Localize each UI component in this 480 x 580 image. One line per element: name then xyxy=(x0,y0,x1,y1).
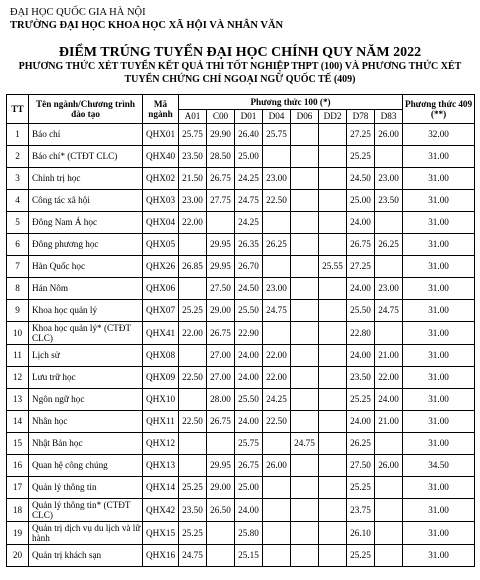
table-row xyxy=(7,256,475,278)
score-cell xyxy=(179,345,207,367)
score-cell: 23.00 xyxy=(179,190,207,212)
score-cell: 22.00 xyxy=(263,367,291,389)
table-row xyxy=(7,389,475,411)
score-cell: 27.00 xyxy=(207,345,235,367)
score-cell xyxy=(291,345,319,367)
org-name-line2: TRƯỜNG ĐẠI HỌC KHOA HỌC XÃ HỘI VÀ NHÂN VĂN xyxy=(10,20,284,31)
header-method-100: Phương thức 100 (*) xyxy=(179,95,403,110)
method-409-score: 31.00 xyxy=(403,389,475,411)
score-cell xyxy=(263,433,291,455)
program-code: QHX08 xyxy=(143,345,179,367)
score-cell: 23.75 xyxy=(347,499,375,522)
score-cell: 26.40 xyxy=(235,124,263,146)
program-name: Báo chí xyxy=(29,124,143,146)
header-subject-combo: D04 xyxy=(263,110,291,124)
score-cell: 21.00 xyxy=(375,411,403,433)
row-number: 20 xyxy=(7,545,29,567)
row-number: 7 xyxy=(7,256,29,278)
score-cell xyxy=(291,124,319,146)
score-cell: 21.00 xyxy=(375,345,403,367)
score-cell: 23.50 xyxy=(375,190,403,212)
row-number: 8 xyxy=(7,278,29,300)
score-cell: 25.00 xyxy=(235,146,263,168)
row-number: 9 xyxy=(7,300,29,322)
score-cell: 29.95 xyxy=(207,455,235,477)
method-409-score: 31.00 xyxy=(403,345,475,367)
score-cell xyxy=(291,300,319,322)
table-row xyxy=(7,411,475,433)
score-cell: 26.10 xyxy=(347,522,375,545)
score-cell: 26.75 xyxy=(347,234,375,256)
score-cell xyxy=(291,367,319,389)
program-name: Lưu trữ học xyxy=(29,367,143,389)
score-cell xyxy=(319,433,347,455)
method-409-score: 31.00 xyxy=(403,300,475,322)
score-cell: 28.50 xyxy=(207,146,235,168)
program-code: QHX26 xyxy=(143,256,179,278)
method-409-score: 31.00 xyxy=(403,234,475,256)
program-code: QHX05 xyxy=(143,234,179,256)
score-cell: 26.75 xyxy=(207,322,235,345)
score-cell xyxy=(319,455,347,477)
score-cell xyxy=(263,322,291,345)
admission-score-table xyxy=(6,94,475,567)
score-cell: 27.25 xyxy=(347,124,375,146)
table-row xyxy=(7,234,475,256)
method-409-score: 31.00 xyxy=(403,278,475,300)
score-cell: 24.75 xyxy=(263,300,291,322)
method-409-score: 34.50 xyxy=(403,455,475,477)
row-number: 4 xyxy=(7,190,29,212)
score-cell: 24.25 xyxy=(235,168,263,190)
score-cell xyxy=(375,499,403,522)
header-method-409: Phương thức 409 (**) xyxy=(403,95,475,124)
score-cell: 26.25 xyxy=(347,433,375,455)
score-cell: 27.75 xyxy=(207,190,235,212)
score-cell: 28.00 xyxy=(207,389,235,411)
score-cell: 24.00 xyxy=(347,411,375,433)
score-cell xyxy=(319,499,347,522)
score-cell: 23.00 xyxy=(375,278,403,300)
program-name: Quản trị dịch vụ du lịch và lữ hành xyxy=(29,522,143,545)
program-code: QHX13 xyxy=(143,455,179,477)
method-409-score: 31.00 xyxy=(403,168,475,190)
score-cell: 24.50 xyxy=(347,168,375,190)
program-name: Quản lý thông tin* (CTĐT CLC) xyxy=(29,499,143,522)
program-code: QHX12 xyxy=(143,433,179,455)
score-cell: 22.50 xyxy=(179,367,207,389)
score-cell xyxy=(319,146,347,168)
score-cell: 25.50 xyxy=(347,300,375,322)
program-name: Quản lý thông tin xyxy=(29,477,143,499)
program-name: Hán Nôm xyxy=(29,278,143,300)
score-cell xyxy=(375,477,403,499)
score-cell: 26.75 xyxy=(235,455,263,477)
org-name-line1: ĐẠI HỌC QUỐC GIA HÀ NỘI xyxy=(10,7,146,18)
score-cell xyxy=(291,389,319,411)
row-number: 1 xyxy=(7,124,29,146)
score-cell: 27.50 xyxy=(347,455,375,477)
score-cell xyxy=(319,300,347,322)
row-number: 3 xyxy=(7,168,29,190)
header-subject-combo: C00 xyxy=(207,110,235,124)
score-cell xyxy=(179,234,207,256)
score-cell: 24.00 xyxy=(347,345,375,367)
score-cell: 29.90 xyxy=(207,124,235,146)
score-cell: 24.00 xyxy=(375,389,403,411)
score-cell xyxy=(291,146,319,168)
score-cell: 22.80 xyxy=(347,322,375,345)
program-name: Nhật Bản học xyxy=(29,433,143,455)
method-409-score: 31.00 xyxy=(403,322,475,345)
program-code: QHX03 xyxy=(143,190,179,212)
score-cell: 25.50 xyxy=(235,300,263,322)
program-code: QHX16 xyxy=(143,545,179,567)
score-cell xyxy=(291,168,319,190)
method-409-score: 31.00 xyxy=(403,190,475,212)
score-cell: 24.75 xyxy=(291,433,319,455)
score-cell xyxy=(207,522,235,545)
score-cell xyxy=(291,545,319,567)
score-cell: 23.00 xyxy=(375,168,403,190)
score-cell xyxy=(375,256,403,278)
score-cell: 26.35 xyxy=(235,234,263,256)
score-cell: 24.00 xyxy=(235,411,263,433)
row-number: 11 xyxy=(7,345,29,367)
method-409-score: 31.00 xyxy=(403,146,475,168)
score-cell: 29.95 xyxy=(207,256,235,278)
score-cell: 26.00 xyxy=(375,455,403,477)
score-cell: 24.75 xyxy=(179,545,207,567)
table-row xyxy=(7,499,475,522)
header-subject-combo: D01 xyxy=(235,110,263,124)
document-subtitle: PHƯƠNG THỨC XÉT TUYỂN KẾT QUẢ THI TỐT NGHIỆP THPT (100) VÀ PHƯƠNG THỨC XÉT TUYỂN CHỨNG CHỈ NGOẠI NGỮ QUỐC TẾ (409) xyxy=(18,61,462,85)
score-cell: 25.15 xyxy=(235,545,263,567)
score-cell: 22.50 xyxy=(263,190,291,212)
score-cell: 24.00 xyxy=(235,367,263,389)
score-cell: 23.50 xyxy=(347,367,375,389)
method-409-score: 32.00 xyxy=(403,124,475,146)
score-cell xyxy=(179,278,207,300)
score-cell xyxy=(319,477,347,499)
score-cell: 22.90 xyxy=(235,322,263,345)
score-cell: 26.70 xyxy=(235,256,263,278)
score-cell xyxy=(319,411,347,433)
program-code: QHX10 xyxy=(143,389,179,411)
row-number: 10 xyxy=(7,322,29,345)
score-cell xyxy=(179,455,207,477)
method-409-score: 31.00 xyxy=(403,367,475,389)
score-cell xyxy=(291,212,319,234)
score-cell xyxy=(319,345,347,367)
score-cell xyxy=(375,522,403,545)
score-cell xyxy=(291,256,319,278)
program-name: Đông Nam Á học xyxy=(29,212,143,234)
table-row xyxy=(7,477,475,499)
score-cell xyxy=(263,477,291,499)
row-number: 18 xyxy=(7,499,29,522)
score-cell: 25.50 xyxy=(235,389,263,411)
score-cell: 25.75 xyxy=(235,433,263,455)
program-code: QHX14 xyxy=(143,477,179,499)
score-cell xyxy=(291,477,319,499)
program-name: Hàn Quốc học xyxy=(29,256,143,278)
row-number: 16 xyxy=(7,455,29,477)
score-cell: 22.00 xyxy=(263,345,291,367)
table-row xyxy=(7,146,475,168)
header-tt: TT xyxy=(7,95,29,124)
table-row xyxy=(7,345,475,367)
table-row xyxy=(7,433,475,455)
score-cell xyxy=(319,322,347,345)
score-cell: 25.25 xyxy=(347,389,375,411)
score-cell: 29.00 xyxy=(207,477,235,499)
method-409-score: 31.00 xyxy=(403,411,475,433)
program-code: QHX42 xyxy=(143,499,179,522)
score-cell: 21.50 xyxy=(179,168,207,190)
row-number: 17 xyxy=(7,477,29,499)
program-name: Khoa học quản lý* (CTĐT CLC) xyxy=(29,322,143,345)
score-cell xyxy=(319,522,347,545)
table-row xyxy=(7,300,475,322)
row-number: 2 xyxy=(7,146,29,168)
program-name: Ngôn ngữ học xyxy=(29,389,143,411)
score-cell: 29.00 xyxy=(207,300,235,322)
row-number: 12 xyxy=(7,367,29,389)
score-cell: 25.25 xyxy=(347,146,375,168)
program-name: Nhân học xyxy=(29,411,143,433)
program-name: Quan hệ công chúng xyxy=(29,455,143,477)
score-cell: 26.25 xyxy=(375,234,403,256)
score-cell: 22.50 xyxy=(263,411,291,433)
score-cell xyxy=(319,212,347,234)
score-cell: 24.00 xyxy=(347,278,375,300)
score-cell: 26.25 xyxy=(263,234,291,256)
score-cell xyxy=(319,234,347,256)
score-cell: 24.25 xyxy=(263,389,291,411)
program-name: Báo chí* (CTĐT CLC) xyxy=(29,146,143,168)
document-title: ĐIỂM TRÚNG TUYỂN ĐẠI HỌC CHÍNH QUY NĂM 2022 xyxy=(58,45,422,60)
header-subject-combo: D83 xyxy=(375,110,403,124)
score-cell xyxy=(263,499,291,522)
score-cell xyxy=(263,256,291,278)
score-cell xyxy=(319,168,347,190)
table-row xyxy=(7,367,475,389)
header-subject-combo: D78 xyxy=(347,110,375,124)
score-cell: 26.00 xyxy=(263,455,291,477)
score-cell xyxy=(291,234,319,256)
program-name: Chính trị học xyxy=(29,168,143,190)
program-code: QHX09 xyxy=(143,367,179,389)
score-cell: 24.00 xyxy=(235,499,263,522)
score-cell: 27.50 xyxy=(207,278,235,300)
score-cell: 24.00 xyxy=(235,345,263,367)
score-cell: 27.00 xyxy=(207,367,235,389)
score-cell xyxy=(207,212,235,234)
score-cell: 26.75 xyxy=(207,168,235,190)
table-row xyxy=(7,124,475,146)
score-cell xyxy=(291,499,319,522)
row-number: 13 xyxy=(7,389,29,411)
score-cell xyxy=(291,455,319,477)
score-cell xyxy=(319,389,347,411)
header-subject-combo: D06 xyxy=(291,110,319,124)
score-cell: 22.00 xyxy=(179,322,207,345)
program-code: QHX41 xyxy=(143,322,179,345)
table-row xyxy=(7,322,475,345)
method-409-score: 31.00 xyxy=(403,499,475,522)
score-cell xyxy=(375,146,403,168)
score-cell: 25.80 xyxy=(235,522,263,545)
program-name: Khoa học quản lý xyxy=(29,300,143,322)
score-cell xyxy=(263,522,291,545)
method-409-score: 31.00 xyxy=(403,212,475,234)
score-cell: 25.25 xyxy=(179,300,207,322)
score-cell: 25.25 xyxy=(179,522,207,545)
score-cell xyxy=(319,545,347,567)
row-number: 14 xyxy=(7,411,29,433)
score-cell: 25.75 xyxy=(263,124,291,146)
program-code: QHX15 xyxy=(143,522,179,545)
score-cell xyxy=(291,522,319,545)
program-name: Công tác xã hội xyxy=(29,190,143,212)
table-row xyxy=(7,168,475,190)
score-cell: 25.25 xyxy=(347,545,375,567)
score-cell: 26.50 xyxy=(207,499,235,522)
program-name: Quản trị khách sạn xyxy=(29,545,143,567)
score-cell xyxy=(319,190,347,212)
score-cell xyxy=(291,278,319,300)
program-code: QHX11 xyxy=(143,411,179,433)
score-cell: 24.00 xyxy=(347,212,375,234)
score-cell xyxy=(263,212,291,234)
program-name: Lịch sử xyxy=(29,345,143,367)
score-cell xyxy=(319,278,347,300)
program-code: QHX07 xyxy=(143,300,179,322)
method-409-score: 31.00 xyxy=(403,256,475,278)
score-cell xyxy=(263,146,291,168)
table-row xyxy=(7,278,475,300)
program-code: QHX40 xyxy=(143,146,179,168)
score-cell xyxy=(375,545,403,567)
table-row xyxy=(7,190,475,212)
score-cell: 22.00 xyxy=(375,367,403,389)
score-cell: 22.00 xyxy=(179,212,207,234)
score-cell: 25.55 xyxy=(319,256,347,278)
score-cell xyxy=(179,433,207,455)
score-cell: 24.25 xyxy=(235,212,263,234)
header-subject-combo: A01 xyxy=(179,110,207,124)
score-cell: 26.75 xyxy=(207,411,235,433)
program-code: QHX06 xyxy=(143,278,179,300)
row-number: 6 xyxy=(7,234,29,256)
score-cell: 24.75 xyxy=(235,190,263,212)
program-code: QHX01 xyxy=(143,124,179,146)
method-409-score: 31.00 xyxy=(403,545,475,567)
score-cell xyxy=(207,433,235,455)
row-number: 5 xyxy=(7,212,29,234)
score-cell: 23.00 xyxy=(263,168,291,190)
score-cell: 25.00 xyxy=(347,190,375,212)
score-cell xyxy=(291,322,319,345)
table-row xyxy=(7,545,475,567)
row-number: 15 xyxy=(7,433,29,455)
score-cell xyxy=(375,322,403,345)
header-program-code: Mã ngành xyxy=(143,95,179,124)
score-cell xyxy=(263,545,291,567)
header-subject-combo: DD2 xyxy=(319,110,347,124)
score-cell xyxy=(375,212,403,234)
score-cell: 25.75 xyxy=(179,124,207,146)
score-cell xyxy=(319,124,347,146)
method-409-score: 31.00 xyxy=(403,477,475,499)
score-cell: 26.00 xyxy=(375,124,403,146)
score-cell: 29.95 xyxy=(207,234,235,256)
program-name: Đông phương học xyxy=(29,234,143,256)
score-cell: 25.25 xyxy=(179,477,207,499)
score-cell xyxy=(207,545,235,567)
score-cell: 27.25 xyxy=(347,256,375,278)
score-cell xyxy=(291,190,319,212)
score-cell xyxy=(291,411,319,433)
method-409-score: 31.00 xyxy=(403,522,475,545)
table-row xyxy=(7,212,475,234)
score-cell: 23.50 xyxy=(179,499,207,522)
score-cell: 25.25 xyxy=(347,477,375,499)
score-cell: 23.00 xyxy=(263,278,291,300)
score-cell: 24.50 xyxy=(235,278,263,300)
program-code: QHX04 xyxy=(143,212,179,234)
table-row xyxy=(7,455,475,477)
score-cell: 25.00 xyxy=(235,477,263,499)
score-cell xyxy=(375,433,403,455)
score-cell: 23.50 xyxy=(179,146,207,168)
score-cell xyxy=(319,367,347,389)
header-program-name: Tên ngành/Chương trình đào tạo xyxy=(29,95,143,124)
score-cell: 22.50 xyxy=(179,411,207,433)
score-cell: 24.75 xyxy=(375,300,403,322)
score-cell: 26.85 xyxy=(179,256,207,278)
program-code: QHX02 xyxy=(143,168,179,190)
method-409-score: 31.00 xyxy=(403,433,475,455)
row-number: 19 xyxy=(7,522,29,545)
table-row xyxy=(7,522,475,545)
score-cell xyxy=(179,389,207,411)
